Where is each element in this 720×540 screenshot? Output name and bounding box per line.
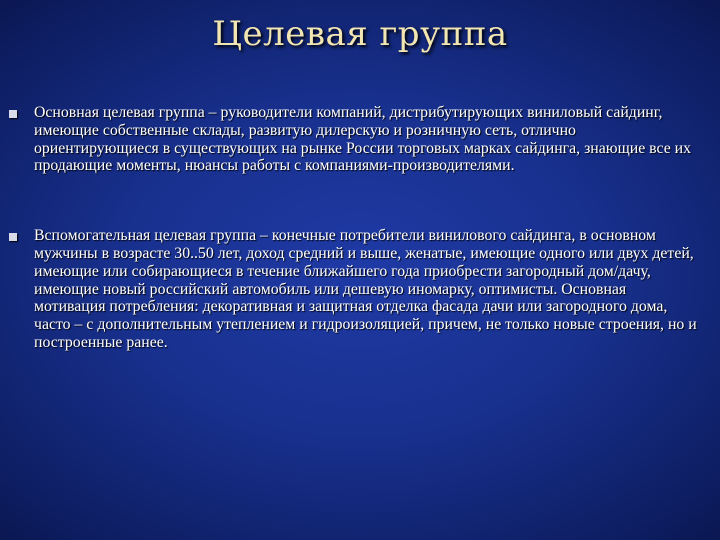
square-bullet-icon xyxy=(9,233,17,241)
slide-title: Целевая группа xyxy=(212,14,508,54)
bullet-list xyxy=(8,104,698,352)
bullet-heading: Основная целевая группа xyxy=(34,104,205,121)
bullet-text: – конечные потребители винилового сайдинга, в основном мужчины в возрасте 30..50 лет, доход средний и выше, женатые, имеющие одного или двух детей, имеющие или собирающиеся в течение ближайшего года приобрести загородный дом/дачу, имеющие новый российский автомобиль или дешевую иномарку, оптимисты. Основная мотивация потребления: декоративная и защитная отделка фасада дачи или загородного дома, часто – с дополнительным утеплением и гидроизоляцией, причем, не только новые строения, но и построенные ранее. xyxy=(34,227,697,351)
bullet-text: – руководители компаний, дистрибутирующих виниловый сайдинг, имеющие собственные склады, развитую дилерскую и розничную сеть, отлично ориентирующиеся в существующих на рынке России торговых марках сайдинга, знающие все их продающие моменты, нюансы работы с компаниями-производителями. xyxy=(34,104,692,175)
bullet-heading: Вспомогательная целевая группа xyxy=(34,227,257,245)
bullet-item-primary-group xyxy=(8,104,698,175)
bullet-item-secondary-group xyxy=(8,227,698,352)
square-bullet-icon xyxy=(9,110,17,118)
